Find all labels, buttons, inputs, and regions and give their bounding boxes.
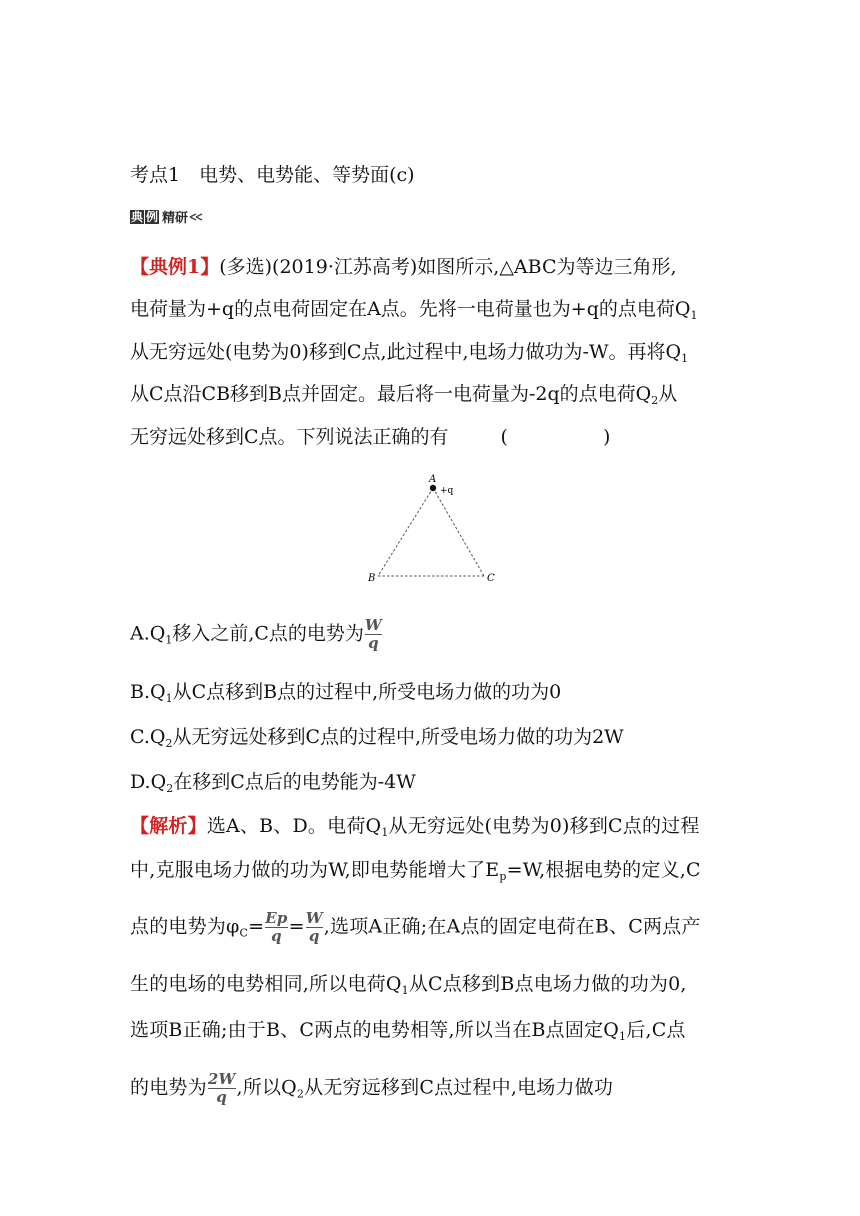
frac-ep-num: Ep <box>265 909 288 927</box>
example-line-4 <box>130 382 677 406</box>
example-text-5: 无穷远处移到C点。下列说法正确的有 <box>130 426 449 448</box>
example-line-5 <box>130 425 610 449</box>
example-line-3 <box>130 340 688 364</box>
analysis-eq-2: = <box>288 915 305 938</box>
analysis-sub-3: C <box>239 926 249 940</box>
analysis-eq-1: = <box>248 915 265 938</box>
option-d-sub: 2 <box>166 782 174 795</box>
option-a-sub: 1 <box>165 633 173 647</box>
analysis-text-1b: 从无穷远处(电势为0)移到C点的过程 <box>388 815 700 837</box>
charge-point-a <box>430 485 436 491</box>
option-b-sub: 1 <box>165 692 173 705</box>
option-c <box>130 725 624 749</box>
analysis-sub-4: 1 <box>401 984 409 997</box>
option-a-fraction <box>365 618 382 651</box>
example-text-2: 电荷量为+q的点电荷固定在A点。先将一电荷量也为+q的点电荷Q <box>130 298 691 320</box>
example-line-2 <box>130 297 697 321</box>
fraction-2w-q <box>208 1072 236 1105</box>
analysis-text-6c: 从无穷远移到C点过程中,电场力做功 <box>304 1076 614 1099</box>
badge-arrow-icon <box>188 212 206 222</box>
badge-box-2: 例 <box>146 209 159 224</box>
analysis-line-6 <box>130 1072 613 1105</box>
option-a <box>130 618 383 651</box>
section-title: 考点1 电势、电势能、等势面(c) <box>130 164 415 186</box>
analysis-text-5a: 选项B正确;由于B、C两点的电势相等,所以当在B点固定Q <box>130 1019 620 1041</box>
analysis-text-6b: ,所以Q <box>236 1076 297 1099</box>
analysis-text-4b: 从C点移到B点电场力做的功为0, <box>408 973 687 995</box>
answer-paren: ( ) <box>500 426 611 448</box>
example-text-1: (多选)(2019·江苏高考)如图所示,△ABC为等边三角形, <box>219 256 677 278</box>
analysis-tag: 【解析】 <box>130 815 207 837</box>
label-c: C <box>487 573 495 584</box>
example-badge <box>130 207 206 226</box>
analysis-line-4 <box>130 972 687 996</box>
analysis-line-3 <box>130 911 701 944</box>
example-tag: 【典例1】 <box>130 256 220 278</box>
edge-ab <box>378 488 433 576</box>
frac-2w-den: q <box>216 1088 227 1106</box>
analysis-text-2a: 中,克服电场力做的功为W,即电势能增大了E <box>130 859 500 881</box>
example-line-1 <box>130 255 677 279</box>
option-c-sub: 2 <box>165 737 173 750</box>
analysis-text-3a: 点的电势为φ <box>130 915 240 938</box>
frac-w-den: q <box>308 927 320 945</box>
option-a-text: 移入之前,C点的电势为 <box>172 622 364 645</box>
analysis-text-4a: 生的电场的电势相同,所以电荷Q <box>130 973 402 995</box>
example-text-4a: 从C点沿CB移到B点并固定。最后将一电荷量为-2q的点电荷Q <box>130 383 652 405</box>
analysis-text-6a: 的电势为 <box>130 1076 207 1099</box>
option-a-frac-num: W <box>364 616 382 634</box>
option-d-text: 在移到C点后的电势能为-4W <box>173 771 416 793</box>
badge-box-1: 典 <box>131 209 144 224</box>
analysis-sub-2: p <box>499 870 507 883</box>
option-b-pre: B.Q <box>130 681 166 703</box>
frac-2w-num: 2W <box>207 1070 236 1088</box>
fraction-ep-q <box>265 911 287 944</box>
option-b-text: 从C点移到B点的过程中,所受电场力做的功为0 <box>172 681 562 703</box>
option-b <box>130 680 561 704</box>
analysis-line-1 <box>130 814 700 838</box>
label-a: A <box>429 474 437 485</box>
label-charge: +q <box>440 486 454 496</box>
analysis-line-5 <box>130 1018 686 1042</box>
edge-ac <box>433 488 484 576</box>
analysis-text-3b: ,选项A正确;在A点的固定电荷在B、C两点产 <box>323 915 701 938</box>
example-text-3: 从无穷远处(电势为0)移到C点,此过程中,电场力做功为-W。再将Q <box>130 341 682 363</box>
analysis-sub-5: 1 <box>619 1030 627 1043</box>
frac-w-num: W <box>305 909 323 927</box>
example-text-4b: 从 <box>658 383 678 405</box>
option-a-pre: A.Q <box>130 622 166 645</box>
example-sub-2: 1 <box>690 309 698 322</box>
analysis-text-1a: 选A、B、D。电荷Q <box>206 815 382 837</box>
option-c-text: 从无穷远处移到C点的过程中,所受电场力做的功为2W <box>172 726 624 748</box>
triangle-figure <box>362 470 502 590</box>
example-sub-4: 2 <box>651 394 659 407</box>
option-a-frac-den: q <box>368 634 379 652</box>
frac-ep-den: q <box>271 927 282 945</box>
fraction-w-q <box>306 911 323 944</box>
analysis-text-5b: 后,C点 <box>626 1019 686 1041</box>
option-c-pre: C.Q <box>130 726 166 748</box>
analysis-sub-1: 1 <box>381 826 389 839</box>
option-d <box>130 770 416 794</box>
analysis-line-2 <box>130 858 701 882</box>
example-sub-3: 1 <box>681 352 689 365</box>
analysis-sub-6: 2 <box>296 1087 305 1101</box>
analysis-text-2b: =W,根据电势的定义,C <box>506 859 701 881</box>
option-d-pre: D.Q <box>130 771 167 793</box>
label-b: B <box>368 573 376 584</box>
badge-text: 精研 <box>162 211 189 226</box>
